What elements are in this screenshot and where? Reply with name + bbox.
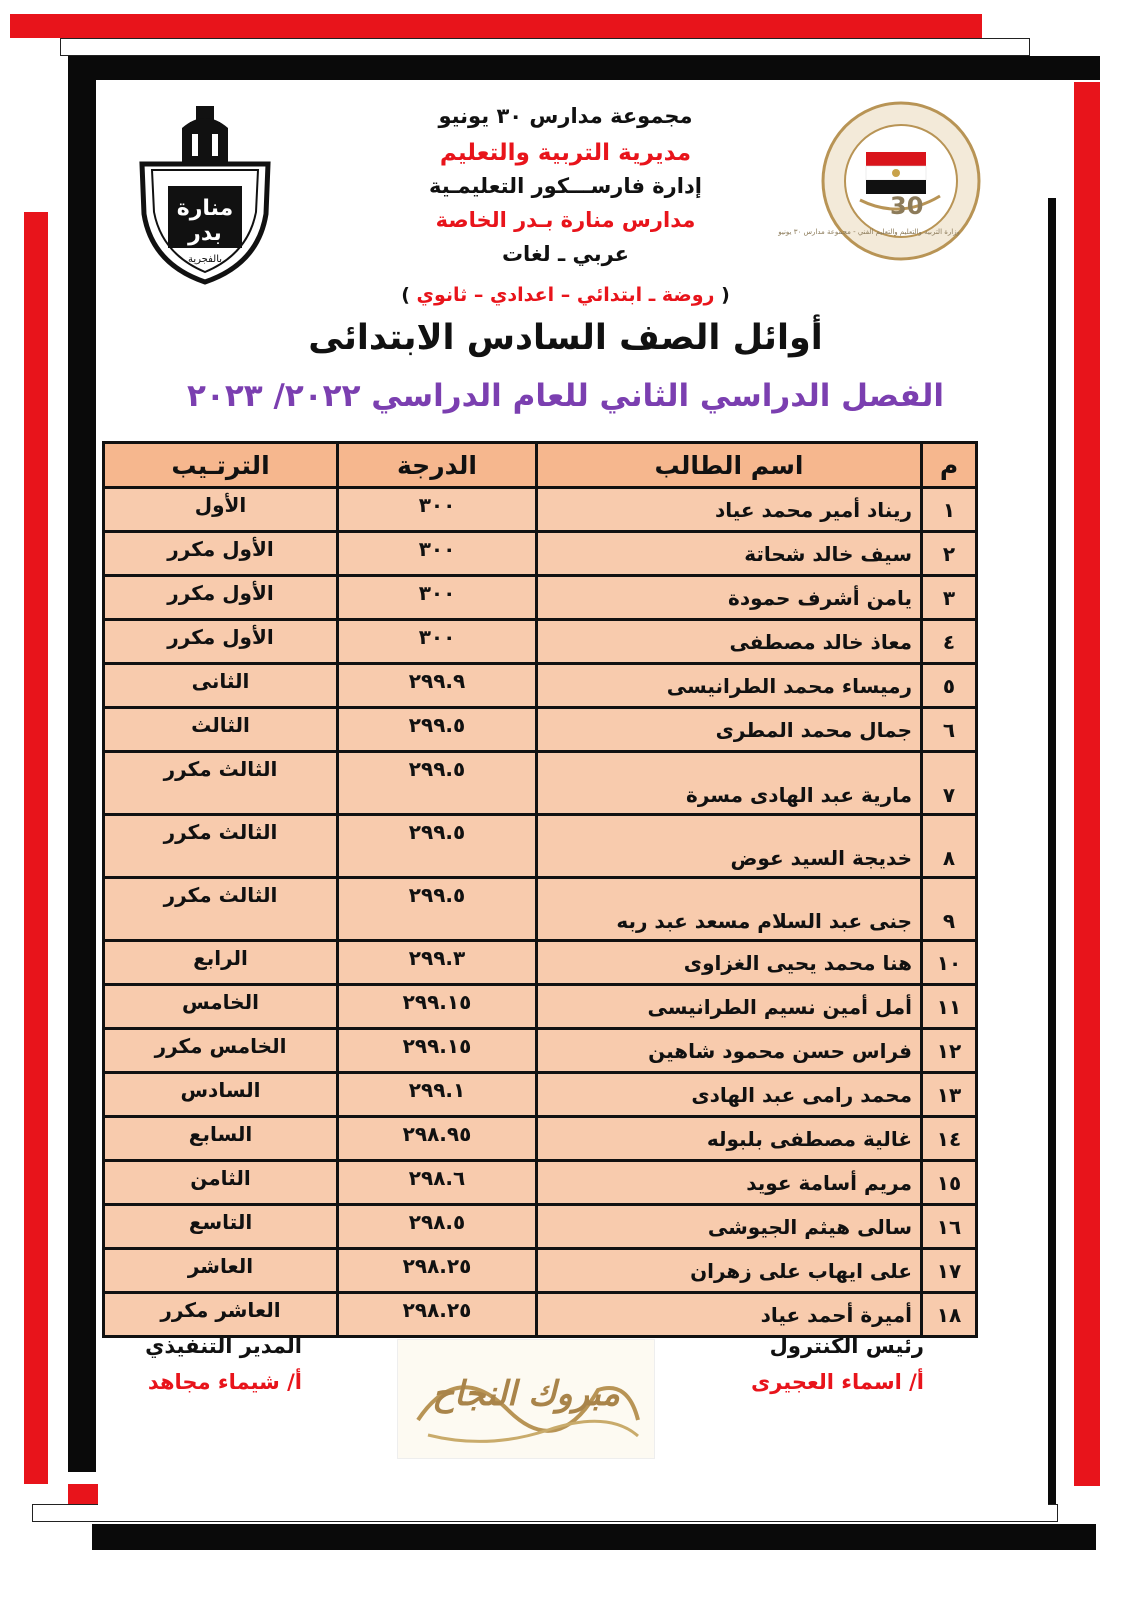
cell-rank: الأول مكرر: [104, 576, 338, 620]
cell-num: ٨: [922, 815, 977, 878]
table-row: [104, 1249, 977, 1293]
cell-num: ١: [922, 488, 977, 532]
logo-text: منارة بدر: [176, 196, 234, 246]
school-name: مدارس منارة بـدر الخاصة: [435, 208, 696, 232]
cell-score: ٢٩٩.٩: [338, 664, 537, 708]
logo-caption: بالفجرية: [187, 254, 223, 265]
cell-name: هنا محمد يحيى الغزاوى: [537, 941, 922, 985]
control-head-title: رئيس الكنترول: [769, 1334, 924, 1358]
cell-name: مريم أسامة عويد: [537, 1161, 922, 1205]
cell-name: يامن أشرف حمودة: [537, 576, 922, 620]
cell-num: ٤: [922, 620, 977, 664]
seal-number: 30: [890, 192, 924, 220]
cell-rank: السادس: [104, 1073, 338, 1117]
cell-rank: الثالث: [104, 708, 338, 752]
stages-paren-open: (: [721, 284, 730, 306]
cell-score: ٢٩٨.٥: [338, 1205, 537, 1249]
cell-num: ٢: [922, 532, 977, 576]
cell-rank: الأول مكرر: [104, 532, 338, 576]
cell-name: ريناد أمير محمد عياد: [537, 488, 922, 532]
cell-score: ٢٩٨.٦: [338, 1161, 537, 1205]
table-row: [104, 878, 977, 941]
cell-rank: العاشر مكرر: [104, 1293, 338, 1337]
director-name: أ/ شيماء مجاهد: [147, 1370, 302, 1394]
stages-paren-close: ): [401, 284, 410, 306]
header-num: م: [922, 443, 977, 488]
directorate-name: مديرية التربية والتعليم: [439, 140, 692, 166]
top-black-bar: [96, 56, 1100, 80]
cell-num: ٣: [922, 576, 977, 620]
cell-score: ٢٩٩.٥: [338, 708, 537, 752]
top-outline-bar: [60, 38, 1030, 56]
cell-score: ٢٩٩.٥: [338, 815, 537, 878]
cell-score: ٣٠٠: [338, 576, 537, 620]
seal-ring-text: وزارة التربية والتعليم والتعليم الفني - مجموعة مدارس ٣٠ يونيو: [778, 228, 960, 236]
bottom-black-bar: [92, 1524, 1096, 1550]
tracks: عربي ـ لغات: [501, 242, 630, 266]
cell-rank: الثانى: [104, 664, 338, 708]
cell-score: ٢٩٩.١٥: [338, 1029, 537, 1073]
table-row: [104, 1205, 977, 1249]
cell-score: ٣٠٠: [338, 488, 537, 532]
cell-score: ٢٩٨.٢٥: [338, 1249, 537, 1293]
cell-num: ١٧: [922, 1249, 977, 1293]
cell-num: ٦: [922, 708, 977, 752]
cell-name: سالى هيثم الجيوشى: [537, 1205, 922, 1249]
cell-name: مارية عبد الهادى مسرة: [537, 752, 922, 815]
cell-name: رميساء محمد الطرانيسى: [537, 664, 922, 708]
control-head-name: أ/ اسماء العجيرى: [751, 1370, 924, 1394]
stages: روضة ـ ابتدائي – اعدادي – ثانوي: [416, 284, 715, 306]
cell-num: ١٦: [922, 1205, 977, 1249]
cell-num: ١٢: [922, 1029, 977, 1073]
table-row: [104, 985, 977, 1029]
administration-name: إدارة فارســـكور التعليمـية: [429, 174, 702, 198]
cell-num: ١٣: [922, 1073, 977, 1117]
cell-name: جمال محمد المطرى: [537, 708, 922, 752]
congratulations-stamp: [397, 1339, 655, 1459]
table-row: [104, 1161, 977, 1205]
cell-rank: الرابع: [104, 941, 338, 985]
table-row: [104, 532, 977, 576]
cell-rank: الثالث مكرر: [104, 815, 338, 878]
table-row: [104, 941, 977, 985]
page-title: أوائل الصف السادس الابتدائى: [308, 318, 823, 358]
table-row: [104, 576, 977, 620]
cell-name: جنى عبد السلام مسعد عبد ربه: [537, 878, 922, 941]
cell-score: ٣٠٠: [338, 620, 537, 664]
top-red-bar: [10, 14, 982, 38]
cell-name: أمل أمين نسيم الطرانيسى: [537, 985, 922, 1029]
cell-name: خديجة السيد عوض: [537, 815, 922, 878]
cell-name: معاذ خالد مصطفى: [537, 620, 922, 664]
table-row: [104, 664, 977, 708]
cell-score: ٢٩٩.٥: [338, 878, 537, 941]
cell-rank: الثالث مكرر: [104, 752, 338, 815]
cell-rank: العاشر: [104, 1249, 338, 1293]
table-row: [104, 488, 977, 532]
cell-score: ٢٩٨.٢٥: [338, 1293, 537, 1337]
cell-rank: الأول مكرر: [104, 620, 338, 664]
cell-name: فراس حسن محمود شاهين: [537, 1029, 922, 1073]
cell-rank: الخامس: [104, 985, 338, 1029]
table-row: [104, 815, 977, 878]
table-row: [104, 620, 977, 664]
left-black-bar: [68, 56, 96, 1472]
stamp-text: مبروك النجاح: [432, 1374, 620, 1414]
header-rank: الترتـيب: [104, 443, 338, 488]
table-row: [104, 1029, 977, 1073]
cell-name: سيف خالد شحاتة: [537, 532, 922, 576]
page-subtitle: الفصل الدراسي الثاني للعام الدراسي ٢٠٢٢/ ٢٠٢٣: [187, 378, 944, 414]
cell-score: ٢٩٩.٣: [338, 941, 537, 985]
header-name: اسم الطالب: [537, 443, 922, 488]
cell-num: ١٠: [922, 941, 977, 985]
table-row: [104, 1293, 977, 1337]
cell-rank: الثامن: [104, 1161, 338, 1205]
cell-score: ٢٩٩.١٥: [338, 985, 537, 1029]
table-row: [104, 752, 977, 815]
cell-num: ٧: [922, 752, 977, 815]
results-table: [102, 441, 978, 1338]
group-name: مجموعة مدارس ٣٠ يونيو: [438, 104, 693, 128]
cell-rank: السابع: [104, 1117, 338, 1161]
header-score: الدرجة: [338, 443, 537, 488]
cell-score: ٢٩٨.٩٥: [338, 1117, 537, 1161]
cell-rank: الأول: [104, 488, 338, 532]
table-row: [104, 1117, 977, 1161]
cell-num: ١١: [922, 985, 977, 1029]
table-row: [104, 708, 977, 752]
cell-name: محمد رامى عبد الهادى: [537, 1073, 922, 1117]
cell-name: على ايهاب على زهران: [537, 1249, 922, 1293]
table-header-row: [104, 443, 977, 488]
cell-score: ٢٩٩.٥: [338, 752, 537, 815]
table-row: [104, 1073, 977, 1117]
director-title: المدير التنفيذي: [145, 1334, 302, 1358]
cell-num: ١٤: [922, 1117, 977, 1161]
cell-score: ٢٩٩.١: [338, 1073, 537, 1117]
cell-rank: التاسع: [104, 1205, 338, 1249]
cell-num: ٩: [922, 878, 977, 941]
cell-num: ١٨: [922, 1293, 977, 1337]
cell-name: أميرة أحمد عياد: [537, 1293, 922, 1337]
cell-score: ٣٠٠: [338, 532, 537, 576]
cell-num: ٥: [922, 664, 977, 708]
cell-name: غالية مصطفى بلبوله: [537, 1117, 922, 1161]
stages-line: [0, 284, 1131, 306]
cell-rank: الثالث مكرر: [104, 878, 338, 941]
cell-rank: الخامس مكرر: [104, 1029, 338, 1073]
cell-num: ١٥: [922, 1161, 977, 1205]
